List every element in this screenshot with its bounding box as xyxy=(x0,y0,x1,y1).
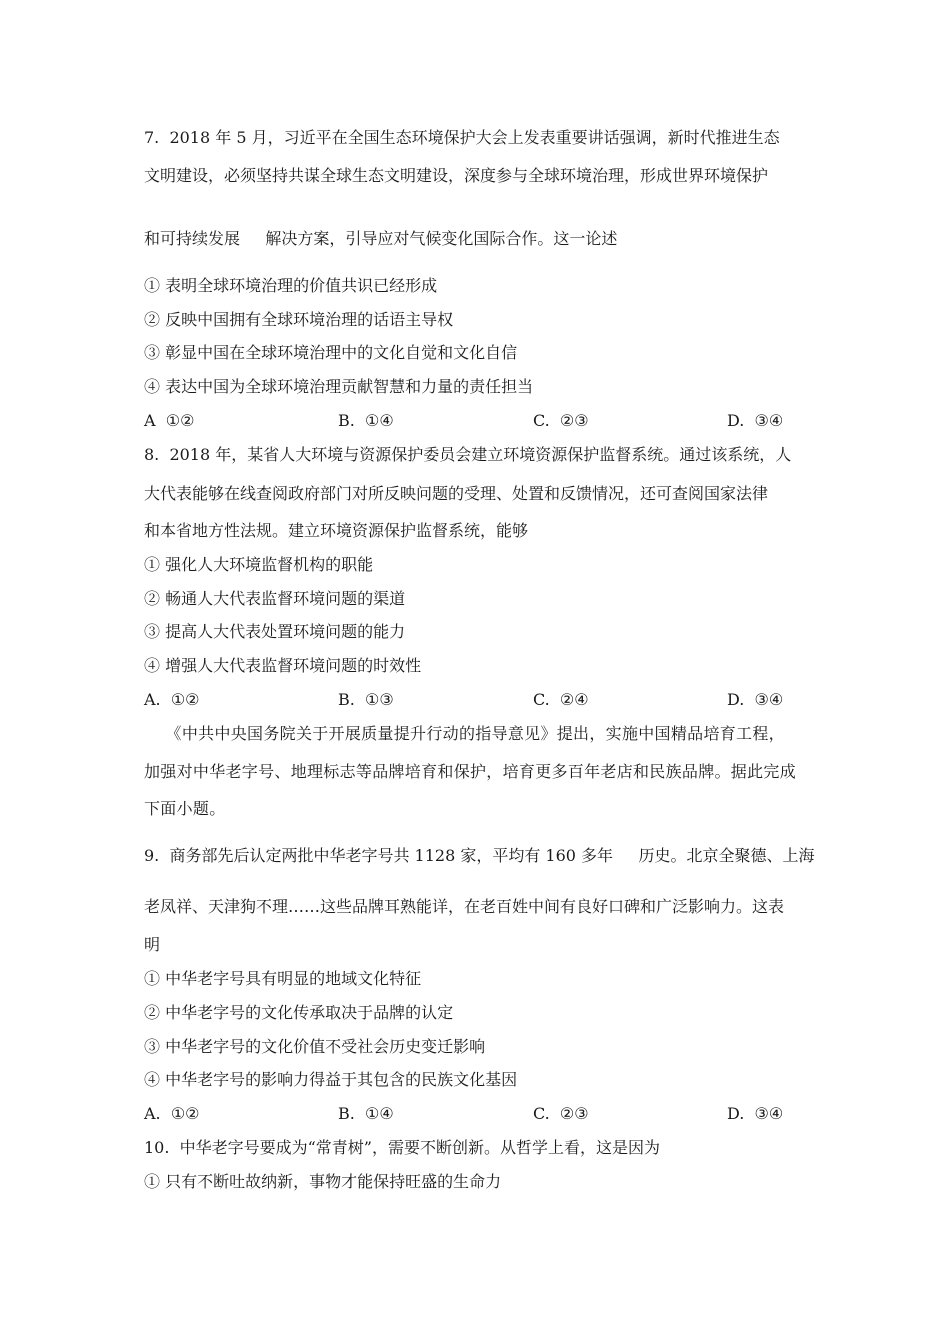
q8-item-2: ② 畅通人大代表监督环境问题的渠道 xyxy=(144,589,406,608)
q9-item-2: ② 中华老字号的文化传承取决于品牌的认定 xyxy=(144,1003,454,1022)
q10-stem-line-1: 10. 中华老字号要成为“常青树”，需要不断创新。从哲学上看，这是因为 xyxy=(144,1138,660,1157)
q8-option-c[interactable]: C. ②④ xyxy=(533,690,589,709)
q8-option-b[interactable]: B. ①③ xyxy=(338,690,394,709)
q7-option-c[interactable]: C. ②③ xyxy=(533,411,589,430)
q7-item-2: ② 反映中国拥有全球环境治理的话语主导权 xyxy=(144,310,454,329)
q7-option-d[interactable]: D. ③④ xyxy=(727,411,784,430)
q7-option-a[interactable]: A ①② xyxy=(144,411,195,430)
q8-option-d[interactable]: D. ③④ xyxy=(727,690,784,709)
q10-item-1: ① 只有不断吐故纳新，事物才能保持旺盛的生命力 xyxy=(144,1172,502,1191)
q7-item-1: ① 表明全球环境治理的价值共识已经形成 xyxy=(144,276,438,295)
passage-line-2: 加强对中华老字号、地理标志等品牌培育和保护，培育更多百年老店和民族品牌。据此完成 xyxy=(144,762,797,781)
q8-item-3: ③ 提高人大代表处置环境问题的能力 xyxy=(144,622,406,641)
q8-item-4: ④ 增强人大代表监督环境问题的时效性 xyxy=(144,656,422,675)
q9-option-d[interactable]: D. ③④ xyxy=(727,1104,784,1123)
q7-stem-line-3: 和可持续发展 解决方案，引导应对气候变化国际合作。这一论述 xyxy=(144,229,618,248)
q9-option-c[interactable]: C. ②③ xyxy=(533,1104,589,1123)
q9-stem-line-3: 明 xyxy=(144,935,161,954)
q8-option-a[interactable]: A. ①② xyxy=(144,690,200,709)
q7-stem-line-2: 文明建设，必须坚持共谋全球生态文明建设，深度参与全球环境治理，形成世界环境保护 xyxy=(144,166,769,185)
passage-line-3: 下面小题。 xyxy=(144,799,226,818)
q9-stem-line-2: 老凤祥、天津狗不理……这些品牌耳熟能详，在老百姓中间有良好口碑和广泛影响力。这表 xyxy=(144,897,785,916)
q8-item-1: ① 强化人大环境监督机构的职能 xyxy=(144,555,374,574)
q7-item-3: ③ 彰显中国在全球环境治理中的文化自觉和文化自信 xyxy=(144,343,518,362)
q8-stem-line-3: 和本省地方性法规。建立环境资源保护监督系统，能够 xyxy=(144,521,529,540)
q9-stem-line-1: 9. 商务部先后认定两批中华老字号共 1128 家，平均有 160 多年 历史。北京全聚德、上海 xyxy=(144,846,815,865)
q7-stem-line-1: 7. 2018 年 5 月，习近平在全国生态环境保护大会上发表重要讲话强调，新时代推进生态 xyxy=(144,128,780,147)
q9-item-1: ① 中华老字号具有明显的地域文化特征 xyxy=(144,969,422,988)
q8-stem-line-1: 8. 2018 年，某省人大环境与资源保护委员会建立环境资源保护监督系统。通过该系统，人 xyxy=(144,445,792,464)
q8-stem-line-2: 大代表能够在线查阅政府部门对所反映问题的受理、处置和反馈情况，还可查阅国家法律 xyxy=(144,484,769,503)
q7-option-b[interactable]: B. ①④ xyxy=(338,411,394,430)
q9-option-a[interactable]: A. ①② xyxy=(144,1104,200,1123)
passage-line-1: 《中共中央国务院关于开展质量提升行动的指导意见》提出，实施中国精品培育工程， xyxy=(144,724,785,743)
q7-item-4: ④ 表达中国为全球环境治理贡献智慧和力量的责任担当 xyxy=(144,377,534,396)
q9-item-3: ③ 中华老字号的文化价值不受社会历史变迁影响 xyxy=(144,1037,486,1056)
q9-item-4: ④ 中华老字号的影响力得益于其包含的民族文化基因 xyxy=(144,1070,518,1089)
q9-option-b[interactable]: B. ①④ xyxy=(338,1104,394,1123)
